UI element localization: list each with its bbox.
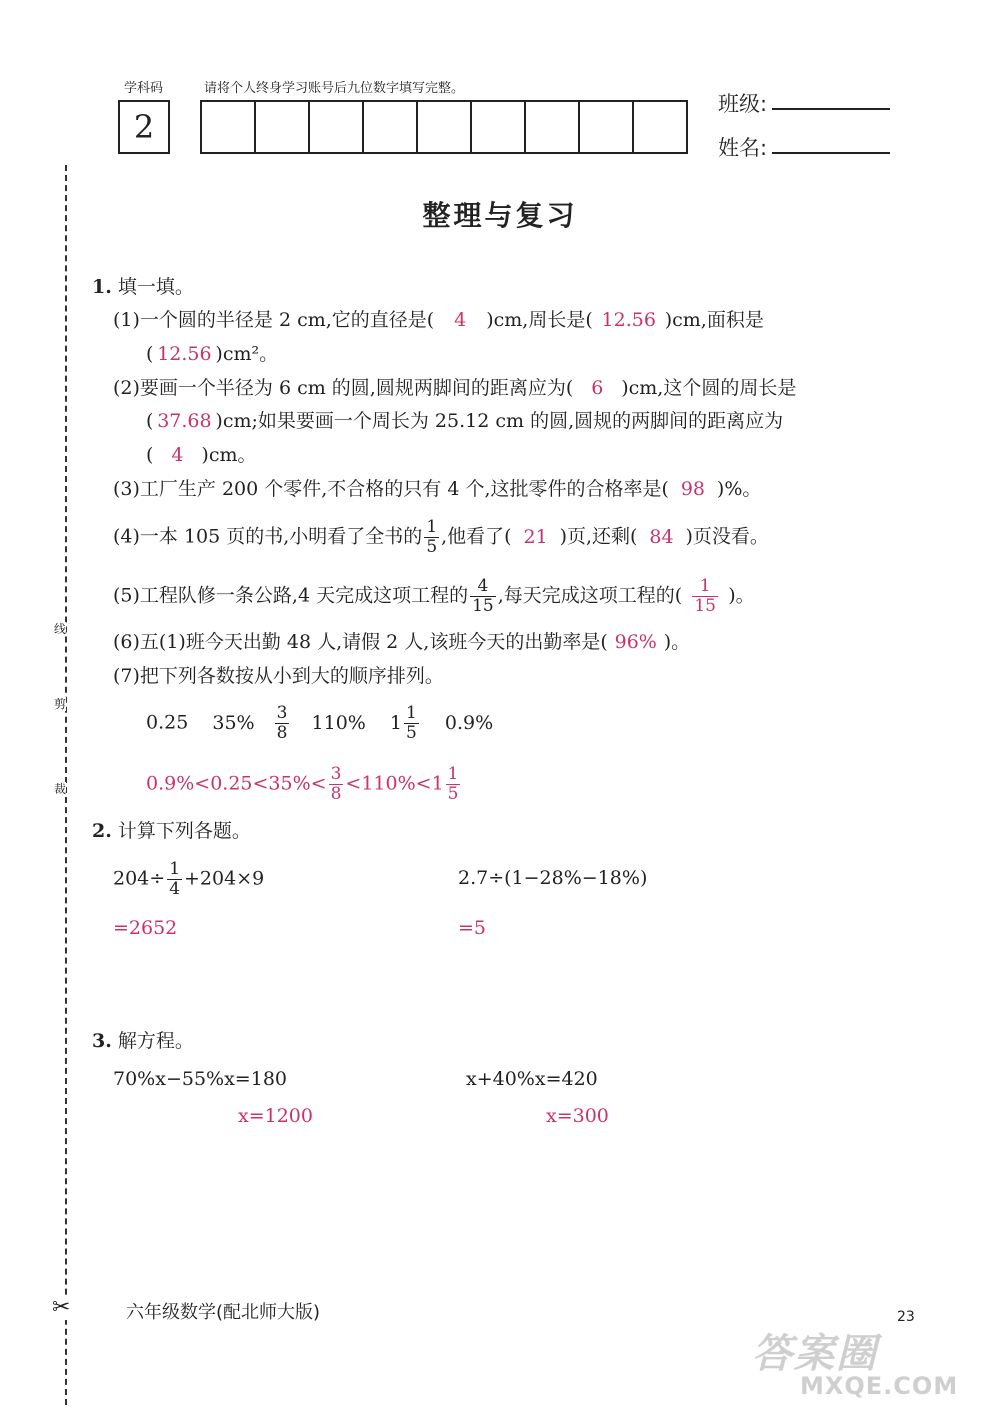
fraction-denominator: 5 bbox=[447, 784, 459, 804]
q2-answer-1: =2652 bbox=[113, 917, 178, 939]
scissors-icon: ✂ bbox=[52, 1295, 71, 1320]
q3-answer-2: x=300 bbox=[546, 1105, 609, 1127]
q1-p2-line1 bbox=[113, 371, 796, 405]
cut-char-jian: 剪 bbox=[54, 697, 67, 711]
fraction-numerator: 1 bbox=[405, 703, 417, 723]
q3-equation-1: 70%x−55%x=180 bbox=[113, 1068, 287, 1090]
q1-p2-line3 bbox=[146, 438, 257, 472]
number-item: 35% bbox=[212, 711, 255, 734]
number-item: 110% bbox=[311, 711, 366, 734]
q1-p3-line bbox=[113, 472, 761, 506]
q1-p5-line bbox=[113, 577, 755, 616]
q1-p2-answer-distance: 6 bbox=[591, 377, 604, 399]
name-field[interactable] bbox=[772, 152, 890, 154]
q1-p3-text: (3)工厂生产 200 个零件,不合格的只有 4 个,这批零件的合格率是( bbox=[113, 478, 669, 500]
fraction bbox=[404, 704, 419, 743]
q1-p1-line2 bbox=[146, 337, 278, 371]
q1-p7-numbers bbox=[146, 704, 493, 743]
fraction bbox=[329, 765, 344, 804]
q2-answer-2: =5 bbox=[458, 917, 487, 939]
q1-p3-text: )%。 bbox=[716, 478, 762, 500]
q1-p4-answer-read: 21 bbox=[523, 525, 548, 548]
id-digit-cell[interactable] bbox=[256, 102, 310, 152]
q3-answer-1: x=1200 bbox=[238, 1105, 313, 1127]
expression-text: +204×9 bbox=[184, 867, 265, 890]
id-digit-cell[interactable] bbox=[526, 102, 580, 152]
fraction-denominator: 15 bbox=[694, 596, 716, 616]
account-id-boxes[interactable] bbox=[200, 100, 688, 154]
book-title: 六年级数学(配北师大版) bbox=[126, 1302, 321, 1323]
id-digit-cell[interactable] bbox=[472, 102, 526, 152]
fraction-numerator: 1 bbox=[447, 764, 459, 784]
page-title: 整理与复习 bbox=[422, 199, 578, 232]
q1-p7-answer bbox=[146, 765, 462, 804]
q1-p1-text: )cm,周长是( bbox=[486, 309, 593, 331]
class-field[interactable] bbox=[772, 108, 890, 110]
q1-p2-text: )cm;如果要画一个周长为 25.12 cm 的圆,圆规的两脚间的距离应为 bbox=[215, 410, 784, 432]
q1-p4-text: (4)一本 105 页的书,小明看了全书的 bbox=[113, 525, 423, 548]
q2-number: 2. bbox=[92, 820, 112, 842]
q3-label: 解方程。 bbox=[117, 1030, 194, 1052]
fraction bbox=[167, 860, 182, 899]
id-digit-cell[interactable] bbox=[418, 102, 472, 152]
id-digit-cell[interactable] bbox=[634, 102, 686, 152]
q3-heading bbox=[92, 1024, 194, 1058]
number-item: 0.9% bbox=[444, 711, 494, 734]
fraction-numerator: 1 bbox=[699, 576, 711, 596]
cut-char-cai: 裁 bbox=[54, 782, 67, 796]
mixed-number-whole: 1 bbox=[389, 711, 402, 734]
q1-p5-text: )。 bbox=[728, 584, 755, 607]
q1-p4-text: ,他看了( bbox=[441, 525, 512, 548]
q2-heading bbox=[92, 814, 251, 848]
q1-p2-answer-distance2: 4 bbox=[171, 444, 184, 466]
fraction bbox=[470, 577, 496, 616]
fraction-numerator: 1 bbox=[169, 859, 181, 879]
q1-p6-text: )。 bbox=[663, 631, 691, 653]
fraction-denominator: 8 bbox=[276, 723, 288, 743]
fraction-denominator: 8 bbox=[330, 784, 342, 804]
q1-p2-text: ( bbox=[146, 410, 154, 432]
q1-p2-text: ( bbox=[146, 444, 154, 466]
answer-text: 0.9%<0.25<35%< bbox=[146, 772, 327, 795]
q3-number: 3. bbox=[92, 1030, 112, 1052]
answer-text: <110%<1 bbox=[345, 772, 444, 795]
fraction bbox=[446, 765, 461, 804]
fraction bbox=[275, 704, 290, 743]
fraction-denominator: 15 bbox=[472, 596, 494, 616]
page-number: 23 bbox=[897, 1309, 915, 1325]
q1-p1-answer-diameter: 4 bbox=[454, 309, 467, 331]
id-digit-cell[interactable] bbox=[310, 102, 364, 152]
fraction-numerator: 1 bbox=[426, 517, 438, 537]
watermark-logo: 答案圈 bbox=[752, 1331, 878, 1377]
subject-code-box: 2 bbox=[118, 100, 170, 154]
account-instruction: 请将个人终身学习账号后九位数字填写完整。 bbox=[204, 81, 465, 96]
q1-p1-answer-area: 12.56 bbox=[157, 343, 212, 365]
id-digit-cell[interactable] bbox=[364, 102, 418, 152]
number-item: 0.25 bbox=[146, 711, 189, 734]
q1-p2-text: )cm。 bbox=[201, 444, 257, 466]
q1-p6-text: (6)五(1)班今天出勤 48 人,请假 2 人,该班今天的出勤率是( bbox=[113, 631, 608, 653]
id-digit-cell[interactable] bbox=[202, 102, 256, 152]
fraction-numerator: 4 bbox=[477, 576, 489, 596]
q1-p2-text: (2)要画一个半径为 6 cm 的圆,圆规两脚间的距离应为( bbox=[113, 377, 574, 399]
q2-expression-2: 2.7÷(1−28%−18%) bbox=[458, 867, 648, 889]
fraction bbox=[692, 577, 718, 616]
q1-p4-text: )页没看。 bbox=[685, 525, 769, 548]
fraction bbox=[424, 518, 439, 557]
q1-number: 1. bbox=[92, 276, 112, 298]
q1-p1-text: ( bbox=[146, 343, 154, 365]
q1-p4-text: )页,还剩( bbox=[559, 525, 638, 548]
q3-equation-2: x+40%x=420 bbox=[466, 1068, 598, 1090]
fraction-denominator: 4 bbox=[169, 879, 181, 899]
subject-code-label: 学科码 bbox=[124, 81, 164, 96]
q1-p5-text: (5)工程队修一条公路,4 天完成这项工程的 bbox=[113, 584, 469, 607]
name-label: 姓名: bbox=[718, 136, 768, 160]
watermark-url: MXQE.COM bbox=[800, 1372, 959, 1400]
class-label: 班级: bbox=[718, 92, 768, 116]
q1-p1-answer-circumference: 12.56 bbox=[601, 309, 656, 331]
q1-p7-text: (7)把下列各数按从小到大的顺序排列。 bbox=[113, 665, 444, 687]
q1-p6-answer: 96% bbox=[614, 631, 657, 653]
q1-p2-text: )cm,这个圆的周长是 bbox=[621, 377, 797, 399]
q2-expression-1 bbox=[113, 860, 264, 899]
q1-heading bbox=[92, 270, 194, 304]
expression-text: 204÷ bbox=[113, 867, 166, 890]
q1-p1-line1 bbox=[113, 303, 764, 337]
q1-p3-answer: 98 bbox=[680, 478, 706, 500]
fraction-denominator: 5 bbox=[426, 537, 438, 557]
q1-p4-line bbox=[113, 518, 769, 557]
fraction-denominator: 5 bbox=[405, 723, 417, 743]
q1-p2-answer-circumference: 37.68 bbox=[157, 410, 212, 432]
q1-p5-answer bbox=[682, 577, 728, 616]
q1-p6-line bbox=[113, 625, 690, 659]
q1-p1-text: (1)一个圆的半径是 2 cm,它的直径是( bbox=[113, 309, 435, 331]
fraction-numerator: 3 bbox=[276, 703, 288, 723]
fraction-numerator: 3 bbox=[330, 764, 342, 784]
q1-p4-answer-left: 84 bbox=[649, 525, 674, 548]
q1-p5-text: ,每天完成这项工程的( bbox=[497, 584, 683, 607]
q1-p1-text: )cm²。 bbox=[215, 343, 279, 365]
q1-p2-line2 bbox=[146, 404, 783, 438]
q1-label: 填一填。 bbox=[117, 276, 194, 298]
q1-p1-text: )cm,面积是 bbox=[664, 309, 764, 331]
q2-label: 计算下列各题。 bbox=[117, 820, 251, 842]
id-digit-cell[interactable] bbox=[580, 102, 634, 152]
cut-char-xian: 线 bbox=[54, 622, 67, 636]
